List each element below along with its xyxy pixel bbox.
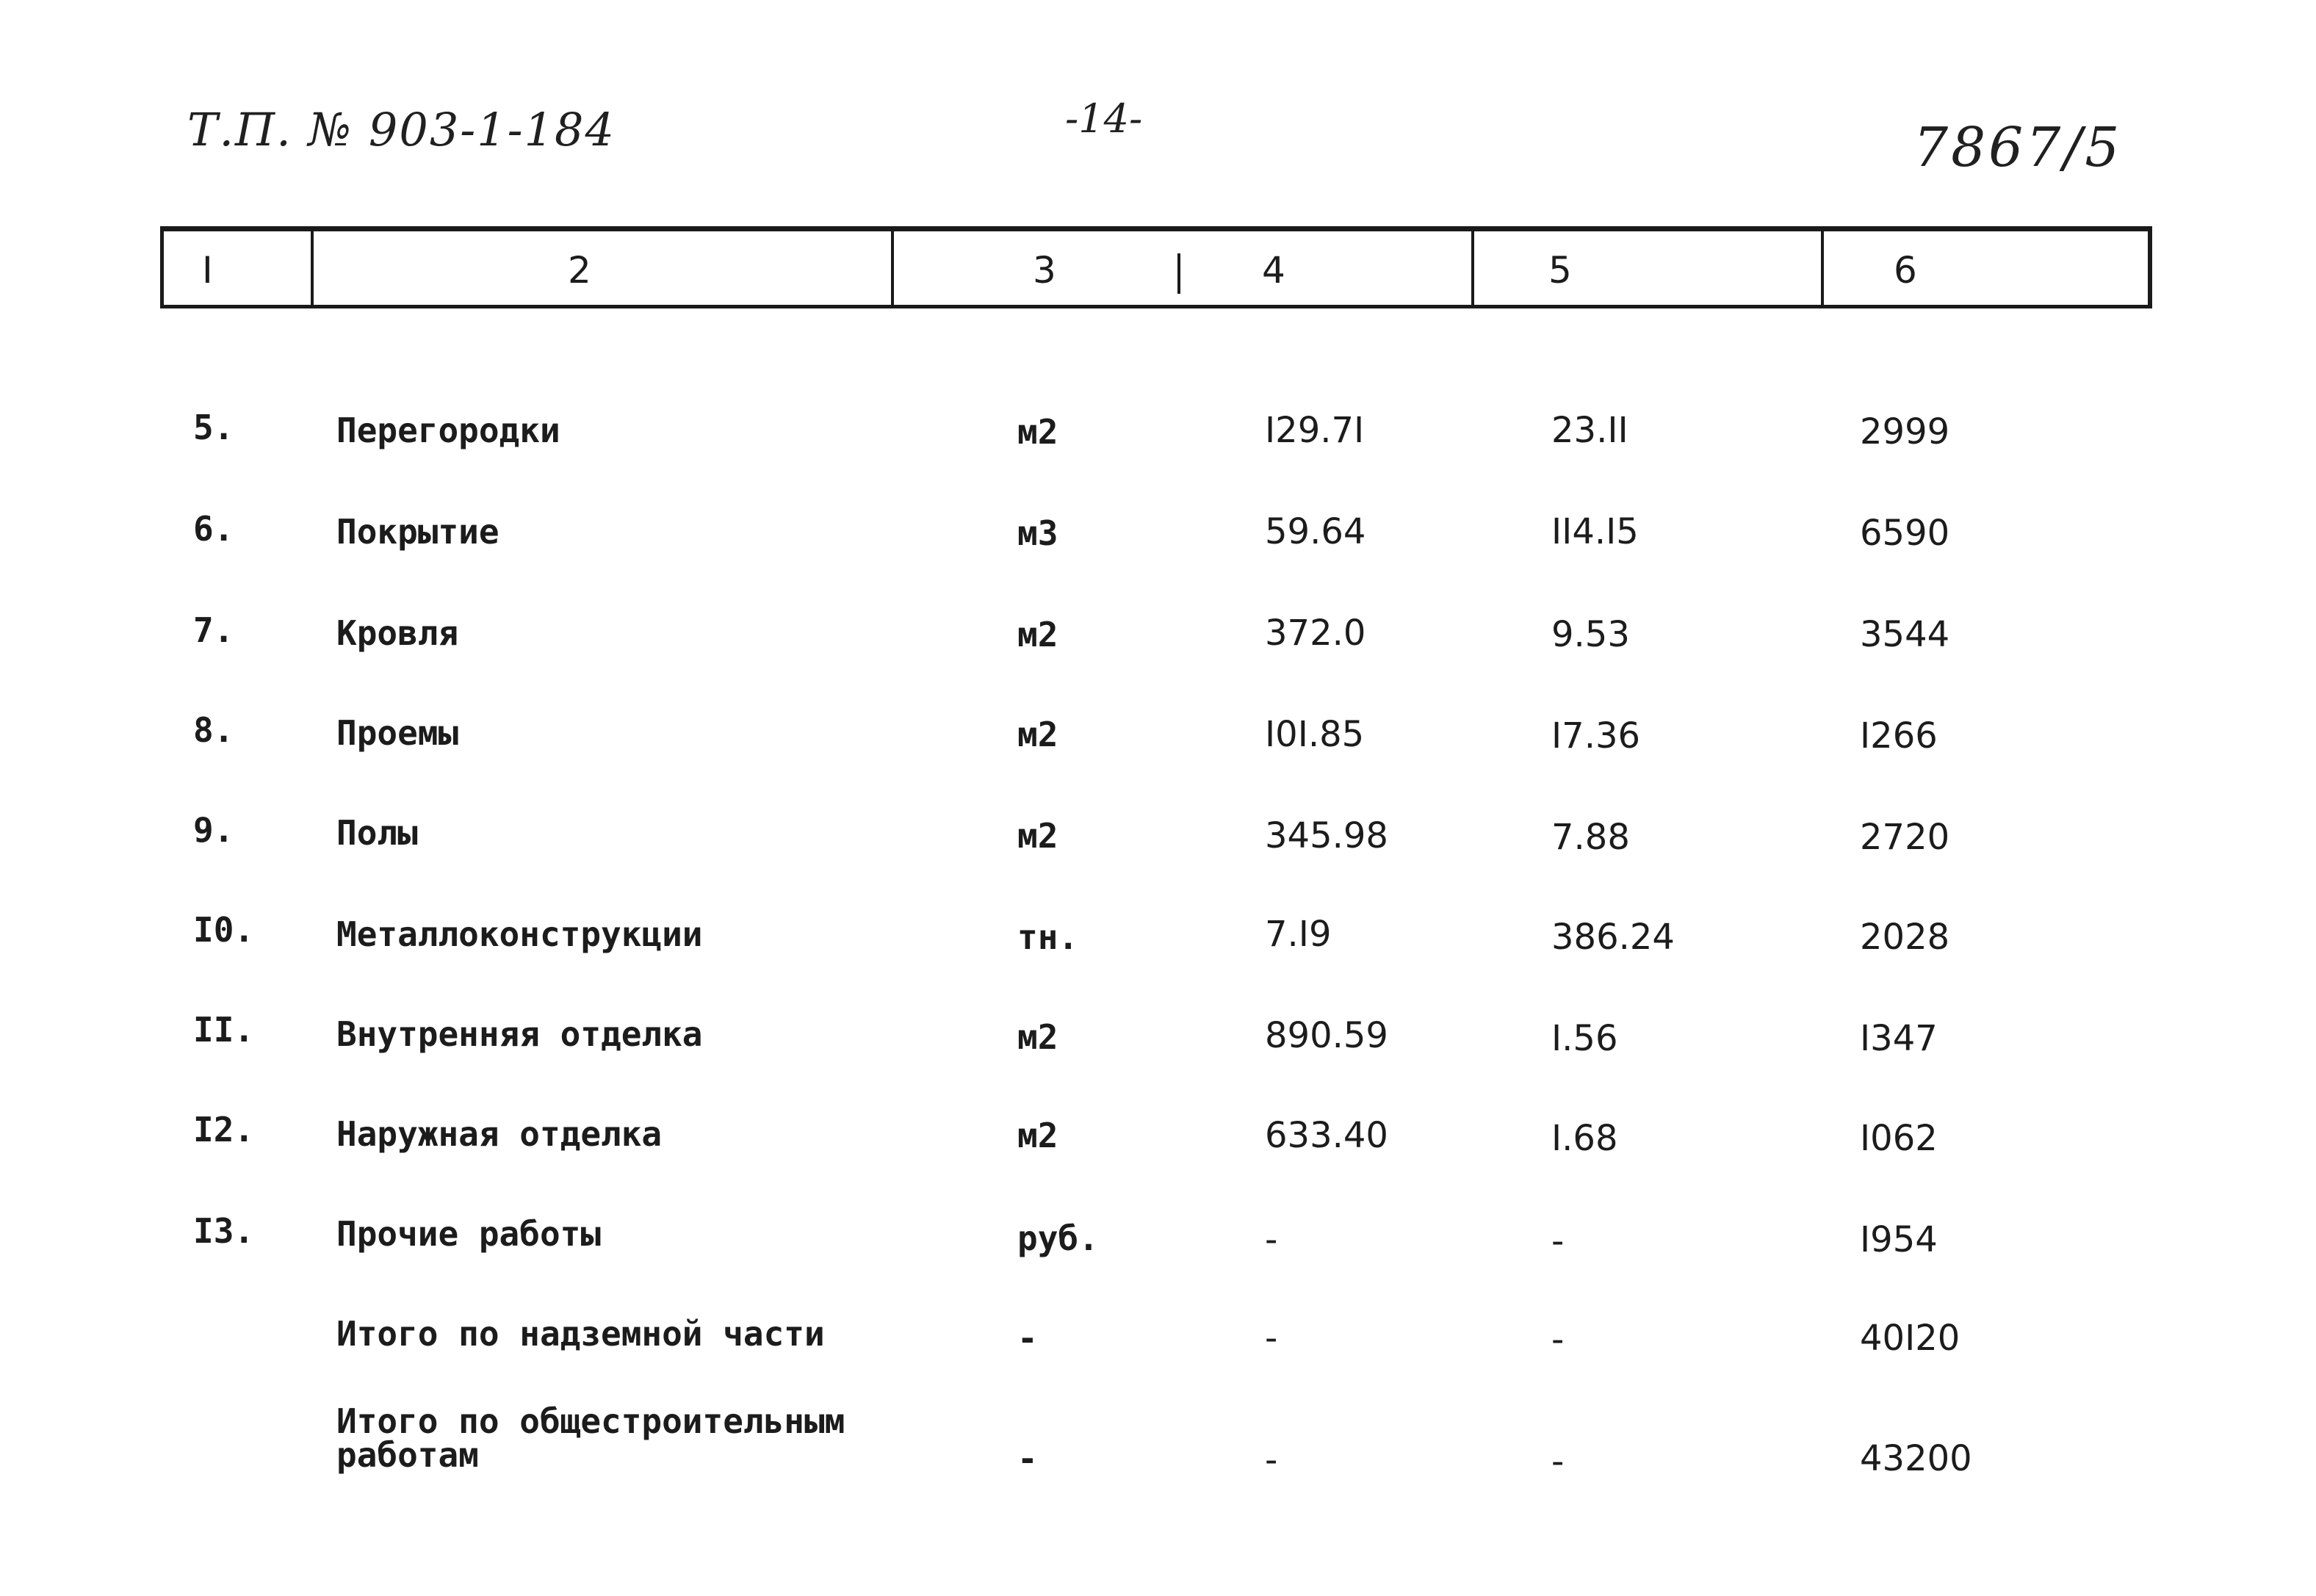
row-number: 6. — [193, 509, 234, 549]
column-number-1: I — [202, 249, 213, 292]
work-name: Покрытие — [336, 512, 499, 552]
unit-price: II4.I5 — [1551, 511, 1639, 552]
unit-price: 7.88 — [1551, 817, 1630, 858]
archive-number: 7867/5 — [1913, 116, 2123, 179]
column-number-6: 6 — [1894, 249, 1917, 292]
total-cost: 2720 — [1860, 817, 1950, 858]
unit-price: I7.36 — [1551, 715, 1641, 757]
unit: тн. — [1017, 917, 1079, 957]
quantity: 633.40 — [1265, 1115, 1388, 1156]
column-divider — [311, 231, 314, 305]
unit: руб. — [1017, 1218, 1099, 1258]
unit: м3 — [1017, 513, 1058, 553]
column-number-4: 4 — [1262, 249, 1285, 292]
quantity: - — [1265, 1440, 1278, 1481]
quantity: I0I.85 — [1265, 714, 1365, 755]
unit: - — [1017, 1318, 1038, 1358]
work-name: Итого по надземной части — [336, 1314, 825, 1354]
unit-price: 9.53 — [1551, 614, 1630, 655]
work-name: Внутренняя отделка — [336, 1014, 703, 1054]
unit: м2 — [1017, 1116, 1058, 1155]
row-number: 8. — [193, 710, 234, 750]
column-divider — [891, 231, 894, 305]
quantity: 890.59 — [1265, 1015, 1388, 1056]
work-name: Прочие работы — [336, 1214, 602, 1254]
row-number: I3. — [193, 1211, 255, 1251]
quantity: 372.0 — [1265, 613, 1366, 654]
quantity: 345.98 — [1265, 815, 1388, 856]
unit-price: 23.II — [1551, 410, 1628, 451]
total-cost: I266 — [1860, 715, 1938, 757]
row-number: 7. — [193, 610, 234, 650]
quantity: - — [1265, 1318, 1278, 1359]
unit: м2 — [1017, 615, 1058, 654]
total-cost: 2999 — [1860, 411, 1950, 452]
row-number: I2. — [193, 1110, 255, 1149]
work-name: Кровля — [336, 613, 459, 653]
unit-price: I.68 — [1551, 1118, 1618, 1159]
quantity: 7.I9 — [1265, 914, 1332, 955]
work-name: Итого по общестроительным работам — [336, 1401, 845, 1475]
total-cost: 40I20 — [1860, 1318, 1960, 1359]
unit: м2 — [1017, 1017, 1058, 1057]
work-name: Наружная отделка — [336, 1114, 663, 1154]
column-number-2: 2 — [568, 249, 591, 292]
quantity: - — [1265, 1219, 1278, 1260]
column-number-3: 3 — [1033, 249, 1056, 292]
work-name: Полы — [336, 813, 418, 853]
total-cost: 2028 — [1860, 917, 1950, 958]
row-number: 5. — [193, 408, 234, 447]
work-name: Перегородки — [336, 411, 560, 450]
row-number: I0. — [193, 910, 255, 950]
total-cost: I954 — [1860, 1219, 1938, 1260]
column-divider — [1471, 231, 1474, 305]
unit: м2 — [1017, 412, 1058, 452]
column-divider — [1177, 253, 1180, 294]
unit: м2 — [1017, 715, 1058, 754]
row-number: 9. — [193, 810, 234, 850]
total-cost: 3544 — [1860, 614, 1950, 655]
unit-price: - — [1551, 1319, 1565, 1360]
row-number: II. — [193, 1010, 255, 1050]
total-cost: I062 — [1860, 1118, 1938, 1159]
unit-price: - — [1551, 1221, 1565, 1262]
column-header-row — [160, 226, 2152, 308]
unit: - — [1017, 1439, 1038, 1478]
work-name: Проемы — [336, 713, 459, 753]
quantity: 59.64 — [1265, 511, 1366, 552]
unit-price: 386.24 — [1551, 917, 1675, 958]
quantity: I29.7I — [1265, 410, 1365, 451]
document-code: Т.П. № 903-1-184 — [187, 103, 616, 156]
total-cost: 6590 — [1860, 513, 1950, 554]
column-number-5: 5 — [1548, 249, 1572, 292]
unit-price: - — [1551, 1441, 1565, 1482]
page-number: -14- — [1065, 95, 1143, 142]
total-cost: 43200 — [1860, 1438, 1972, 1479]
unit-price: I.56 — [1551, 1018, 1618, 1059]
total-cost: I347 — [1860, 1018, 1938, 1059]
column-divider — [1821, 231, 1824, 305]
work-name: Металлоконструкции — [336, 914, 703, 954]
unit: м2 — [1017, 816, 1058, 856]
